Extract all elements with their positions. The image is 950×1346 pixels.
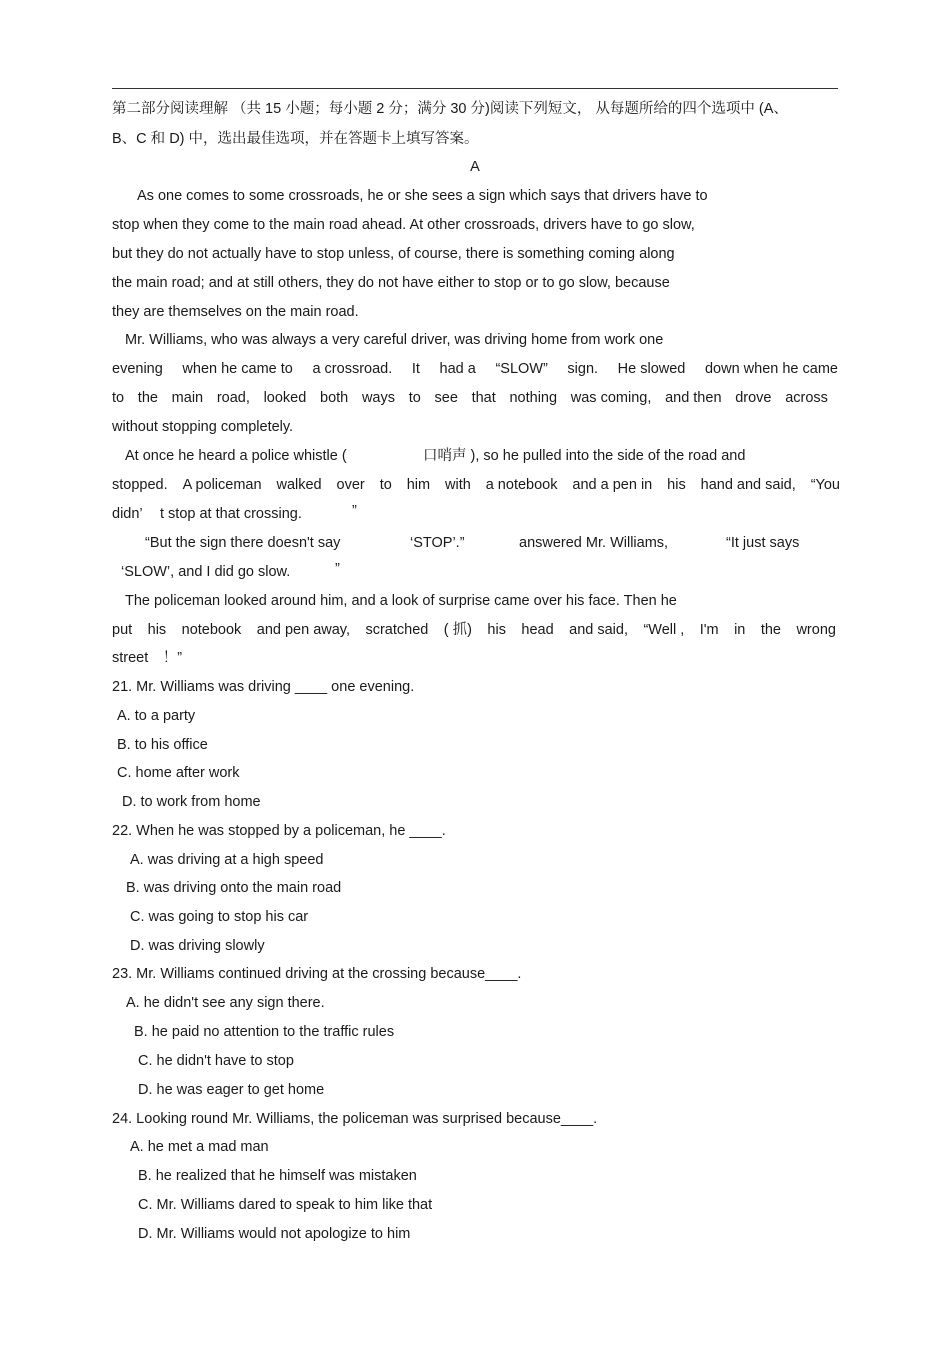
instruction-line-1: 第二部分阅读理解 （共 15 小题；每小题 2 分；满分 30 分)阅读下列短文， 从每题所给的四个选项中 (A、 bbox=[112, 101, 788, 117]
p4-line-2a: ‘SLOW’, and I did go slow. bbox=[121, 564, 291, 580]
question-24-stem: 24. Looking round Mr. Williams, the policeman was surprised because____. bbox=[112, 1111, 598, 1127]
word: “You bbox=[810, 477, 840, 493]
question-24-option-a: A. he met a mad man bbox=[130, 1139, 269, 1155]
word: ( 抓) bbox=[443, 622, 472, 638]
word: his bbox=[667, 477, 686, 493]
question-23-option-b: B. he paid no attention to the traffic rules bbox=[134, 1024, 395, 1040]
word: that bbox=[471, 390, 496, 406]
p4-line-1b: ‘STOP’.” bbox=[410, 535, 465, 551]
word: and a pen in bbox=[572, 477, 653, 493]
question-22-option-d: D. was driving slowly bbox=[130, 938, 265, 954]
question-23-stem: 23. Mr. Williams continued driving at the crossing because____. bbox=[112, 966, 522, 982]
word: drove bbox=[735, 390, 772, 406]
p3-line-1a: At once he heard a police whistle ( bbox=[125, 448, 347, 464]
p4-line-2b: ” bbox=[335, 561, 340, 577]
word: A policeman bbox=[182, 477, 262, 493]
word: his bbox=[147, 622, 167, 638]
word: It bbox=[411, 361, 420, 377]
p3-line-3a: didn’ bbox=[112, 506, 143, 522]
word: road, bbox=[216, 390, 250, 406]
word: across bbox=[785, 390, 828, 406]
p3-line-3b: t stop at that crossing. bbox=[160, 506, 302, 522]
p2-line-3 bbox=[112, 389, 828, 407]
question-21-option-d: D. to work from home bbox=[122, 794, 261, 810]
word: his bbox=[487, 622, 506, 638]
p2-line-1: Mr. Williams, who was always a very careful driver, was driving home from work one bbox=[125, 332, 664, 348]
question-22-option-c: C. was going to stop his car bbox=[130, 909, 309, 925]
top-rule bbox=[112, 88, 838, 89]
p2-line-2 bbox=[112, 360, 838, 378]
question-21-option-a: A. to a party bbox=[117, 708, 196, 724]
word: scratched bbox=[365, 622, 429, 638]
question-22-option-b: B. was driving onto the main road bbox=[126, 880, 342, 896]
word: both bbox=[320, 390, 349, 406]
p1-line-4: the main road; and at still others, they do not have either to stop or to go slow, because bbox=[112, 275, 670, 291]
word: when he came to bbox=[182, 361, 293, 377]
question-23-option-d: D. he was eager to get home bbox=[138, 1082, 325, 1098]
question-21-stem: 21. Mr. Williams was driving ____ one evening. bbox=[112, 679, 415, 695]
word: He slowed bbox=[617, 361, 686, 377]
p1-line-1: As one comes to some crossroads, he or she sees a sign which says that drivers have to bbox=[137, 188, 708, 204]
question-23-option-c: C. he didn't have to stop bbox=[138, 1053, 294, 1069]
p5-line-3: street ！” bbox=[112, 650, 183, 666]
word: put bbox=[112, 622, 133, 638]
word: head bbox=[521, 622, 554, 638]
word: to bbox=[112, 390, 125, 406]
p4-line-1a: “But the sign there doesn't say bbox=[145, 535, 341, 551]
p3-line-2 bbox=[112, 476, 840, 494]
word: see bbox=[434, 390, 458, 406]
word: notebook bbox=[181, 622, 242, 638]
word: “Well , bbox=[643, 622, 685, 638]
word: him bbox=[406, 477, 431, 493]
p4-line-1d: “It just says bbox=[726, 535, 800, 551]
question-22-option-a: A. was driving at a high speed bbox=[130, 852, 324, 868]
word: looked bbox=[263, 390, 307, 406]
word: “SLOW” bbox=[495, 361, 548, 377]
word: in bbox=[734, 622, 746, 638]
question-22-stem: 22. When he was stopped by a policeman, he ____. bbox=[112, 823, 446, 839]
word: and said, bbox=[569, 622, 628, 638]
word: walked bbox=[276, 477, 322, 493]
word: I'm bbox=[699, 622, 719, 638]
p1-line-3: but they do not actually have to stop unless, of course, there is something coming along bbox=[112, 246, 675, 262]
word: sign. bbox=[567, 361, 599, 377]
p3-line-3c: ” bbox=[352, 503, 357, 519]
word: to bbox=[379, 477, 392, 493]
p4-line-1c: answered Mr. Williams, bbox=[519, 535, 669, 551]
word: was coming, bbox=[570, 390, 652, 406]
p5-line-1: The policeman looked around him, and a look of surprise came over his face. Then he bbox=[125, 593, 677, 609]
p3-line-1b: 口哨声 ), so he pulled into the side of the road and bbox=[423, 448, 746, 464]
word: stopped. bbox=[112, 477, 168, 493]
question-24-option-d: D. Mr. Williams would not apologize to him bbox=[138, 1226, 411, 1242]
p1-line-5: they are themselves on the main road. bbox=[112, 304, 359, 320]
question-24-option-c: C. Mr. Williams dared to speak to him like that bbox=[138, 1197, 433, 1213]
question-24-option-b: B. he realized that he himself was mistaken bbox=[138, 1168, 417, 1184]
question-21-option-b: B. to his office bbox=[117, 737, 208, 753]
word: a notebook bbox=[485, 477, 558, 493]
p1-line-2: stop when they come to the main road ahead. At other crossroads, drivers have to go slow, bbox=[112, 217, 695, 233]
question-23-option-a: A. he didn't see any sign there. bbox=[126, 995, 325, 1011]
word: down when he came bbox=[704, 361, 838, 377]
instruction-line-2: B、C 和 D) 中，选出最佳选项，并在答题卡上填写答案。 bbox=[112, 131, 479, 147]
word: wrong bbox=[796, 622, 836, 638]
word: the bbox=[137, 390, 158, 406]
question-21-option-c: C. home after work bbox=[117, 765, 240, 781]
word: main bbox=[171, 390, 204, 406]
word: evening bbox=[112, 361, 163, 377]
section-label: A bbox=[470, 159, 480, 175]
word: and then bbox=[665, 390, 722, 406]
word: had a bbox=[439, 361, 476, 377]
word: nothing bbox=[509, 390, 558, 406]
word: with bbox=[445, 477, 471, 493]
word: over bbox=[336, 477, 365, 493]
word: a crossroad. bbox=[312, 361, 393, 377]
p5-line-2 bbox=[112, 621, 836, 639]
word: and pen away, bbox=[256, 622, 350, 638]
p2-line-4: without stopping completely. bbox=[112, 419, 294, 435]
word: ways bbox=[361, 390, 395, 406]
word: to bbox=[408, 390, 421, 406]
word: hand and said, bbox=[700, 477, 796, 493]
word: the bbox=[760, 622, 781, 638]
